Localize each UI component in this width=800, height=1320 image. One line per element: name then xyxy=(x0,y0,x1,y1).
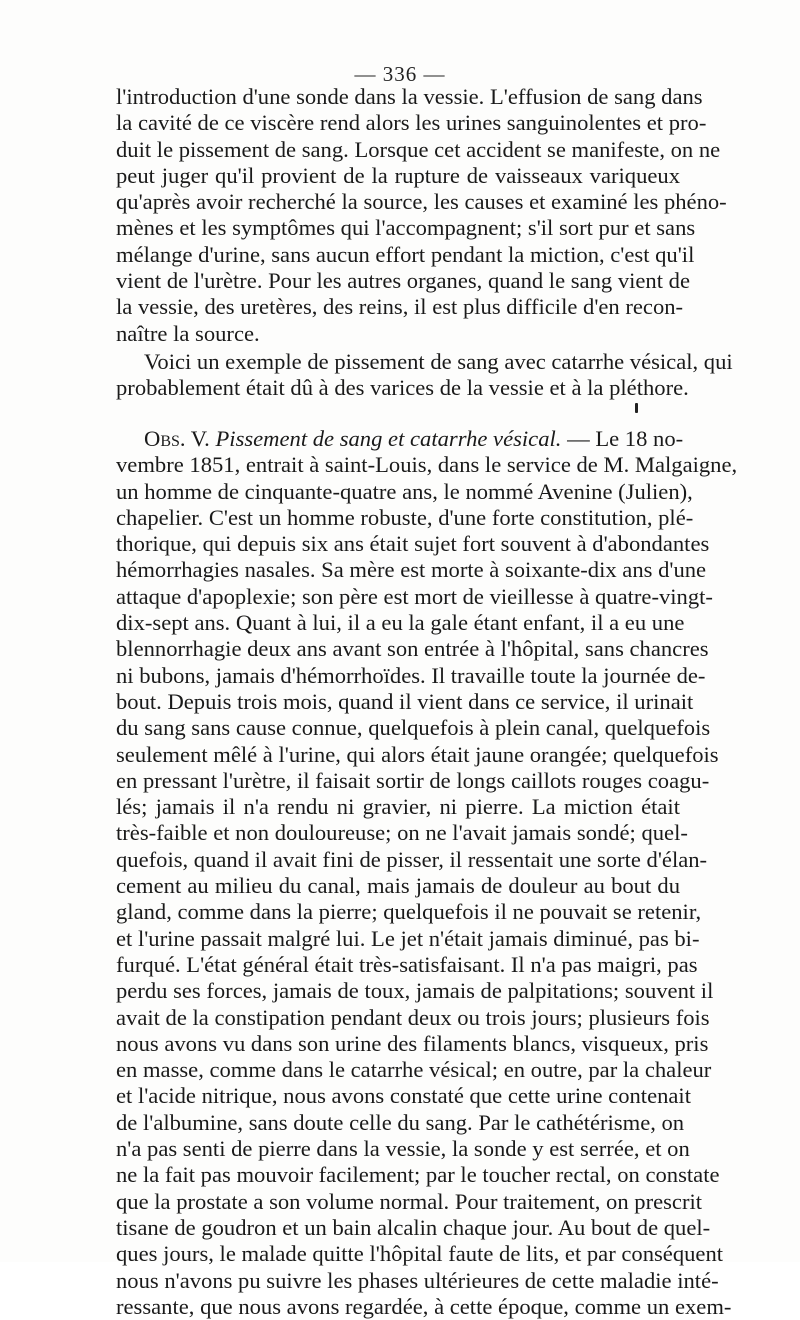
print-speck xyxy=(635,403,638,413)
text-line: nous n'avons pu suivre les phases ultérieures de cette maladie inté- xyxy=(116,1267,719,1293)
observation-heading-line xyxy=(116,426,684,452)
text-line: chapelier. C'est un homme robuste, d'une forte constitution, plé- xyxy=(116,504,694,530)
text-line: ressante, que nous avons regardée, à cette époque, comme un exem- xyxy=(116,1293,732,1319)
observation-label: Obs. V. xyxy=(144,426,210,451)
text-line: avait de la constipation pendant deux ou trois jours; plusieurs fois xyxy=(116,1004,710,1030)
observation-v xyxy=(116,426,738,1320)
text-line: duit le pissement de sang. Lorsque cet accident se manifeste, on ne xyxy=(116,136,721,162)
text-line: perdu ses forces, jamais de toux, jamais de palpitations; souvent il xyxy=(116,978,714,1004)
text-line: attaque d'apoplexie; son père est mort de vieillesse à quatre-vingt- xyxy=(116,583,713,609)
text-line: qu'après avoir recherché la source, les causes et examiné les phéno- xyxy=(116,189,727,215)
paragraph-example xyxy=(116,349,733,402)
text-line: tisane de goudron et un bain alcalin chaque jour. Au bout de quel- xyxy=(116,1214,711,1240)
text-line: vembre 1851, entrait à saint-Louis, dans le service de M. Malgaigne, xyxy=(116,452,738,478)
text-line: n'a pas senti de pierre dans la vessie, la sonde y est serrée, et on xyxy=(116,1136,690,1162)
text-line: gland, comme dans la pierre; quelquefois il ne pouvait se retenir, xyxy=(116,899,702,925)
page-number: — 336 — xyxy=(354,62,446,86)
text-line: vient de l'urètre. Pour les autres organes, quand le sang vient de xyxy=(116,268,690,294)
text-line: seulement mêlé à l'urine, qui alors était jaune orangée; quelquefois xyxy=(116,741,719,767)
text-line: dix-sept ans. Quant à lui, il a eu la gale étant enfant, il a eu une xyxy=(116,610,685,636)
text-line: ni bubons, jamais d'hémorrhoïdes. Il travaille toute la journée de- xyxy=(116,662,706,688)
text-line: quefois, quand il avait fini de pisser, il ressentait une sorte d'élan- xyxy=(116,846,708,872)
text-line: lés; jamais il n'a rendu ni gravier, ni pierre. La miction était xyxy=(116,794,680,820)
text-line: cement au milieu du canal, mais jamais de douleur au bout du xyxy=(116,873,680,899)
text-line: hémorrhagies nasales. Sa mère est morte à soixante-dix ans d'une xyxy=(116,557,707,583)
text-line: en pressant l'urètre, il faisait sortir de longs caillots rouges coagu- xyxy=(116,767,710,793)
text-line: ne la fait pas mouvoir facilement; par le toucher rectal, on constate xyxy=(116,1162,720,1188)
text-line: naître la source. xyxy=(116,320,260,346)
text-line: peut juger qu'il provient de la rupture de vaisseaux variqueux xyxy=(116,162,680,188)
observation-heading-rest: — Le 18 no- xyxy=(561,426,684,451)
text-line: nous avons vu dans son urine des filaments blancs, visqueux, pris xyxy=(116,1030,709,1056)
text-line: ques jours, le malade quitte l'hôpital faute de lits, et par conséquent xyxy=(116,1241,724,1267)
observation-title: Pissement de sang et catarrhe vésical. xyxy=(215,426,562,451)
text-line: que la prostate a son volume normal. Pour traitement, on prescrit xyxy=(116,1188,703,1214)
text-line: bout. Depuis trois mois, quand il vient dans ce service, il urinait xyxy=(116,688,694,714)
text-line: en masse, comme dans le catarrhe vésical; en outre, par la chaleur xyxy=(116,1057,712,1083)
text-line: et l'acide nitrique, nous avons constaté que cette urine contenait xyxy=(116,1083,691,1109)
text-line: thorique, qui depuis six ans était sujet fort souvent à d'abondantes xyxy=(116,531,710,557)
text-line: de l'albumine, sans doute celle du sang. Par le cathétérisme, on xyxy=(116,1109,685,1135)
text-line: la vessie, des uretères, des reins, il est plus difficile d'en recon- xyxy=(116,294,684,320)
text-line: la cavité de ce viscère rend alors les urines sanguinolentes et pro- xyxy=(116,110,707,136)
text-line: furqué. L'état général était très-satisfaisant. Il n'a pas maigri, pas xyxy=(116,951,698,977)
text-line: du sang sans cause connue, quelquefois à plein canal, quelquefois xyxy=(116,715,711,741)
text-line: blennorrhagie deux ans avant son entrée à l'hôpital, sans chancres xyxy=(116,636,709,662)
text-line: et l'urine passait malgré lui. Le jet n'était jamais diminué, pas bi- xyxy=(116,925,700,951)
text-line: Voici un exemple de pissement de sang avec catarrhe vésical, qui xyxy=(144,349,733,374)
text-line: l'introduction d'une sonde dans la vessie. L'effusion de sang dans xyxy=(116,84,703,109)
text-line: mélange d'urine, sans aucun effort pendant la miction, c'est qu'il xyxy=(116,241,695,267)
text-line: mènes et les symptômes qui l'accompagnent; s'il sort pur et sans xyxy=(116,215,696,241)
paragraph-introduction xyxy=(116,84,727,347)
text-line: très-faible et non douloureuse; on ne l'avait jamais sondé; quel- xyxy=(116,820,688,846)
text-line: un homme de cinquante-quatre ans, le nommé Avenine (Julien), xyxy=(116,478,693,504)
text-line: probablement était dû à des varices de la vessie et à la pléthore. xyxy=(116,375,689,401)
